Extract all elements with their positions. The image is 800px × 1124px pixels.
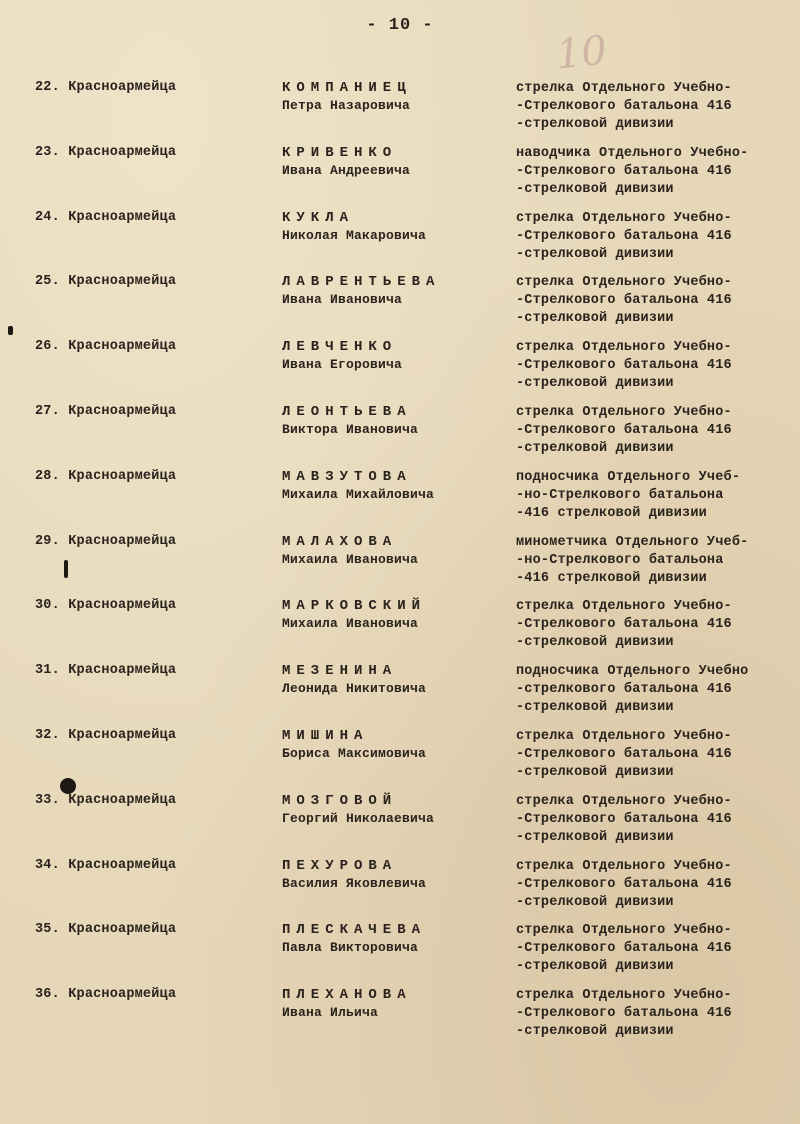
entry-position-line: стрелка Отдельного Учебно-: [516, 858, 732, 874]
entry-position-line: стрелка Отдельного Учебно-: [516, 729, 732, 744]
entry-position-line: -Стрелкового батальона 416: [516, 163, 732, 179]
list-entry: [0, 339, 800, 403]
entry-position-line: -стрелковой дивизии: [516, 311, 674, 327]
rank-label: [35, 793, 176, 808]
entry-surname: КУКЛА: [282, 209, 355, 226]
list-entry: [0, 145, 800, 209]
entry-given-name: Михаила Ивановича: [282, 551, 419, 567]
entry-index: 30.: [35, 598, 60, 614]
entry-position-line: подносчика Отдельного Учеб-: [516, 469, 741, 485]
list-entry: [0, 793, 800, 857]
list-entry: [0, 598, 800, 662]
entry-given-name: Михаила Михайловича: [282, 486, 435, 502]
list-entry: [0, 80, 800, 144]
entry-position-line: подносчика Отдельного Учебно: [516, 664, 749, 680]
entry-rank: Красноармейца: [68, 274, 177, 290]
entry-given-name: Василия Яковлевича: [282, 875, 427, 891]
list-entry: [0, 404, 800, 468]
entry-position: [516, 80, 800, 134]
entry-index: 25.: [35, 274, 60, 290]
entry-given-name: Петра Назаровича: [282, 98, 411, 113]
entry-position-line: стрелка Отдельного Учебно-: [516, 81, 732, 96]
list-entry: [0, 469, 800, 533]
entry-given-name: Ивана Андреевича: [282, 162, 411, 178]
entry-position-line: -стрелковой дивизии: [516, 376, 674, 392]
entry-surname: МАЛАХОВА: [282, 533, 398, 550]
entry-surname: ЛАВРЕНТЬЕВА: [282, 274, 441, 291]
entry-position-line: -стрелковой дивизии: [516, 181, 674, 197]
rank-label: [35, 274, 176, 289]
rank-label: [35, 987, 176, 1002]
pencil-page-mark: 10: [553, 27, 610, 79]
rank-label: [35, 469, 176, 484]
entry-surname: МАВЗУТОВА: [282, 468, 412, 485]
entry-position-line: -стрелковой дивизии: [516, 246, 674, 262]
rank-label: [35, 210, 176, 225]
list-entry: [0, 210, 800, 274]
entry-position-line: стрелка Отдельного Учебно-: [516, 210, 732, 226]
entry-surname: МАРКОВСКИЙ: [282, 598, 427, 615]
entry-rank: Красноармейца: [68, 857, 177, 873]
entry-position: [516, 404, 800, 458]
entry-position-line: стрелка Отдельного Учебно-: [516, 405, 732, 420]
entry-given-name: Георгий Николаевича: [282, 810, 435, 826]
entry-rank: Красноармейца: [68, 663, 177, 679]
entry-position-line: стрелка Отдельного Учебно-: [516, 340, 732, 356]
entry-given-name: Михаила Ивановича: [282, 616, 419, 632]
entry-position: [516, 469, 800, 523]
entry-index: 35.: [35, 922, 60, 938]
entry-position-line: -416 стрелковой дивизии: [516, 570, 707, 586]
entry-rank: Красноармейца: [68, 922, 177, 938]
entry-index: 22.: [35, 80, 60, 95]
entry-surname: ПЛЕХАНОВА: [282, 987, 412, 1004]
entry-position-line: -Стрелкового батальона 416: [516, 747, 732, 762]
entry-index: 26.: [35, 339, 60, 355]
entry-position-line: стрелка Отдельного Учебно-: [516, 988, 732, 1004]
page-number: - 10 -: [366, 16, 434, 35]
entry-given-name: Бориса Максимовича: [282, 746, 427, 761]
entry-rank: Красноармейца: [68, 468, 177, 484]
entry-surname: КОМПАНИЕЦ: [282, 80, 412, 96]
rank-label: [35, 339, 176, 354]
entry-position-line: стрелка Отдельного Учебно-: [516, 275, 732, 291]
entry-position-line: -Стрелкового батальона 416: [516, 941, 732, 957]
list-entry: [0, 534, 800, 598]
entry-position-line: -Стрелкового батальона 416: [516, 228, 732, 244]
entry-position: [516, 534, 800, 588]
entry-position-line: -Стрелкового батальона 416: [516, 99, 732, 114]
list-entry: [0, 663, 800, 727]
rank-label: [35, 858, 176, 873]
entry-position-line: -Стрелкового батальона 416: [516, 293, 732, 309]
list-entry: [0, 987, 800, 1051]
entry-given-name: Павла Викторовича: [282, 940, 419, 956]
entry-position-line: -стрелковой дивизии: [516, 635, 674, 651]
entry-position: [516, 858, 800, 912]
list-entry: [0, 728, 800, 792]
entry-position: [516, 987, 800, 1041]
entry-position-line: -стрелковой дивизии: [516, 765, 674, 780]
entry-position-line: минометчика Отдельного Учеб-: [516, 534, 749, 550]
entry-surname: МОЗГОВОЙ: [282, 792, 398, 809]
entry-rank: Красноармейца: [68, 598, 177, 614]
entry-rank: Красноармейца: [68, 209, 177, 225]
entry-rank: Красноармейца: [68, 144, 177, 160]
entry-position: [516, 145, 800, 199]
rank-label: [35, 534, 176, 549]
entry-position-line: -стрелкового батальона 416: [516, 682, 732, 698]
entry-index: 23.: [35, 144, 60, 160]
entry-position-line: -стрелковой дивизии: [516, 959, 674, 975]
entry-given-name: Виктора Ивановича: [282, 422, 419, 437]
rank-label: [35, 145, 176, 160]
entry-rank: Красноармейца: [68, 792, 177, 808]
entry-rank: Красноармейца: [68, 533, 177, 549]
entry-position-line: -стрелковой дивизии: [516, 829, 674, 845]
rank-label: [35, 404, 176, 419]
entry-position: [516, 210, 800, 264]
entry-rank: Красноармейца: [68, 80, 177, 95]
entry-index: 36.: [35, 987, 60, 1003]
entry-position-line: стрелка Отдельного Учебно-: [516, 793, 732, 809]
rank-label: [35, 598, 176, 613]
entry-position-line: стрелка Отдельного Учебно-: [516, 599, 732, 615]
entry-index: 31.: [35, 663, 60, 679]
rank-label: [35, 922, 176, 937]
entry-position-line: -но-Стрелкового батальона: [516, 552, 724, 568]
entry-position-line: -стрелковой дивизии: [516, 894, 674, 910]
entry-position-line: -стрелковой дивизии: [516, 117, 674, 132]
entry-given-name: Ивана Ильича: [282, 1005, 379, 1021]
entry-position-line: наводчика Отдельного Учебно-: [516, 145, 749, 161]
entry-given-name: Ивана Ивановича: [282, 292, 403, 308]
entry-position-line: -Стрелкового батальона 416: [516, 1006, 732, 1022]
entry-index: 24.: [35, 209, 60, 225]
entry-index: 28.: [35, 468, 60, 484]
entry-index: 27.: [35, 404, 60, 419]
entry-position: [516, 922, 800, 976]
entry-position: [516, 663, 800, 717]
entry-index: 32.: [35, 728, 60, 743]
entry-given-name: Ивана Егоровича: [282, 357, 403, 373]
entry-position-line: -Стрелкового батальона 416: [516, 358, 732, 374]
entry-position: [516, 274, 800, 328]
entry-position: [516, 728, 800, 782]
entry-rank: Красноармейца: [68, 339, 177, 355]
entry-given-name: Николая Макаровича: [282, 227, 427, 243]
entry-rank: Красноармейца: [68, 404, 177, 419]
entry-position: [516, 793, 800, 847]
entry-position-line: стрелка Отдельного Учебно-: [516, 923, 732, 939]
entry-position-line: -Стрелкового батальона 416: [516, 811, 732, 827]
entry-position-line: -Стрелкового батальона 416: [516, 876, 732, 892]
entry-index: 34.: [35, 857, 60, 873]
entry-surname: ПЕХУРОВА: [282, 857, 398, 874]
entry-position-line: -но-Стрелкового батальона: [516, 487, 724, 503]
entry-position-line: -стрелковой дивизии: [516, 1024, 674, 1040]
entry-position-line: -стрелковой дивизии: [516, 441, 674, 456]
entry-position: [516, 598, 800, 652]
entry-position-line: -416 стрелковой дивизии: [516, 505, 707, 521]
entry-index: 33.: [35, 792, 60, 808]
entry-surname: ЛЕВЧЕНКО: [282, 339, 398, 356]
entry-position-line: -стрелковой дивизии: [516, 700, 674, 716]
list-entry: [0, 858, 800, 922]
rank-label: [35, 663, 176, 678]
entry-surname: КРИВЕНКО: [282, 144, 398, 161]
entry-position-line: -Стрелкового батальона 416: [516, 423, 732, 438]
entry-surname: МИШИНА: [282, 728, 369, 744]
list-entry: [0, 274, 800, 338]
entry-surname: МЕЗЕНИНА: [282, 663, 398, 680]
list-entry: [0, 922, 800, 986]
entry-position: [516, 339, 800, 393]
rank-label: [35, 728, 176, 743]
entry-rank: Красноармейца: [68, 987, 177, 1003]
entry-surname: ЛЕОНТЬЕВА: [282, 404, 412, 420]
entry-index: 29.: [35, 533, 60, 549]
entry-given-name: Леонида Никитовича: [282, 681, 427, 697]
rank-label: [35, 80, 176, 95]
entry-position-line: -Стрелкового батальона 416: [516, 617, 732, 633]
entry-surname: ПЛЕСКАЧЕВА: [282, 922, 427, 939]
entry-rank: Красноармейца: [68, 728, 177, 743]
